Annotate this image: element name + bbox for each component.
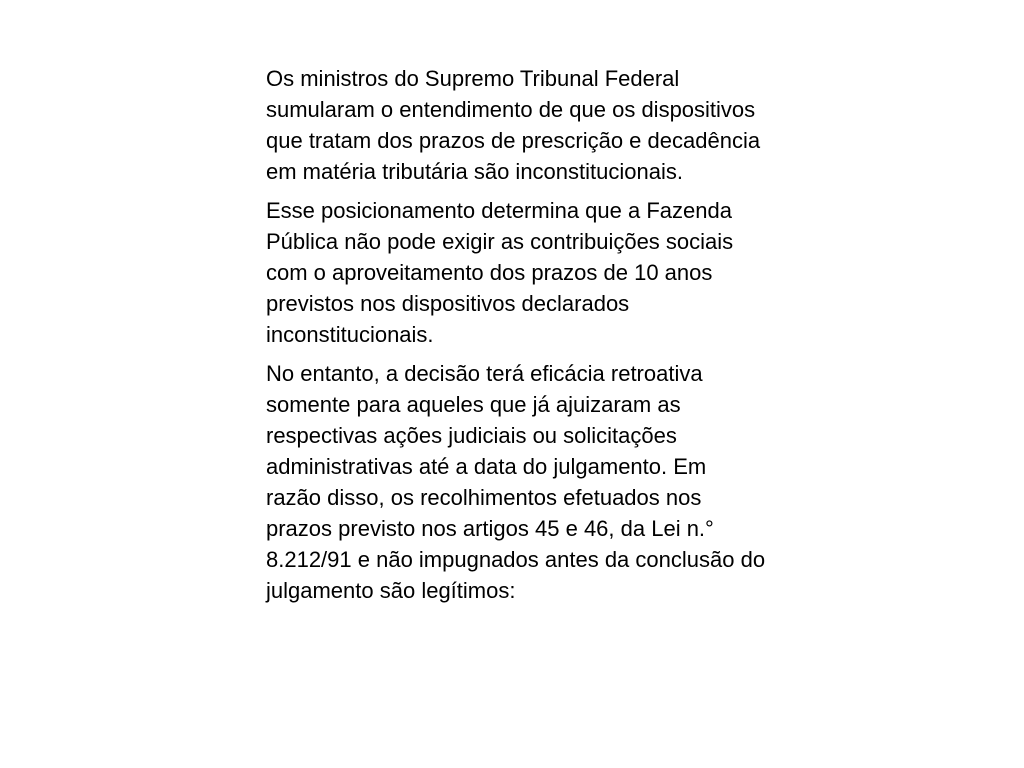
- slide-text-block: [266, 63, 766, 614]
- paragraph-retroactive-effect: No entanto, a decisão terá eficácia retroativa somente para aqueles que já ajuizaram as respectivas ações judiciais ou solicitações administrativas até a data do julgamento. Em razão disso, os recolhimentos efetuados nos prazos previsto nos artigos 45 e 46, da Lei n.° 8.212/91 e não impugnados antes da conclusão do julgamento são legítimos:: [266, 361, 766, 603]
- paragraph-fazenda-position: Esse posicionamento determina que a Fazenda Pública não pode exigir as contribuições sociais com o aproveitamento dos prazos de 10 anos previstos nos dispositivos declarados inconstitucionais.: [266, 198, 734, 347]
- paragraph-stf-summary: Os ministros do Supremo Tribunal Federal sumularam o entendimento de que os dispositivos que tratam dos prazos de prescrição e decadência em matéria tributária são inconstitucionais.: [266, 66, 761, 184]
